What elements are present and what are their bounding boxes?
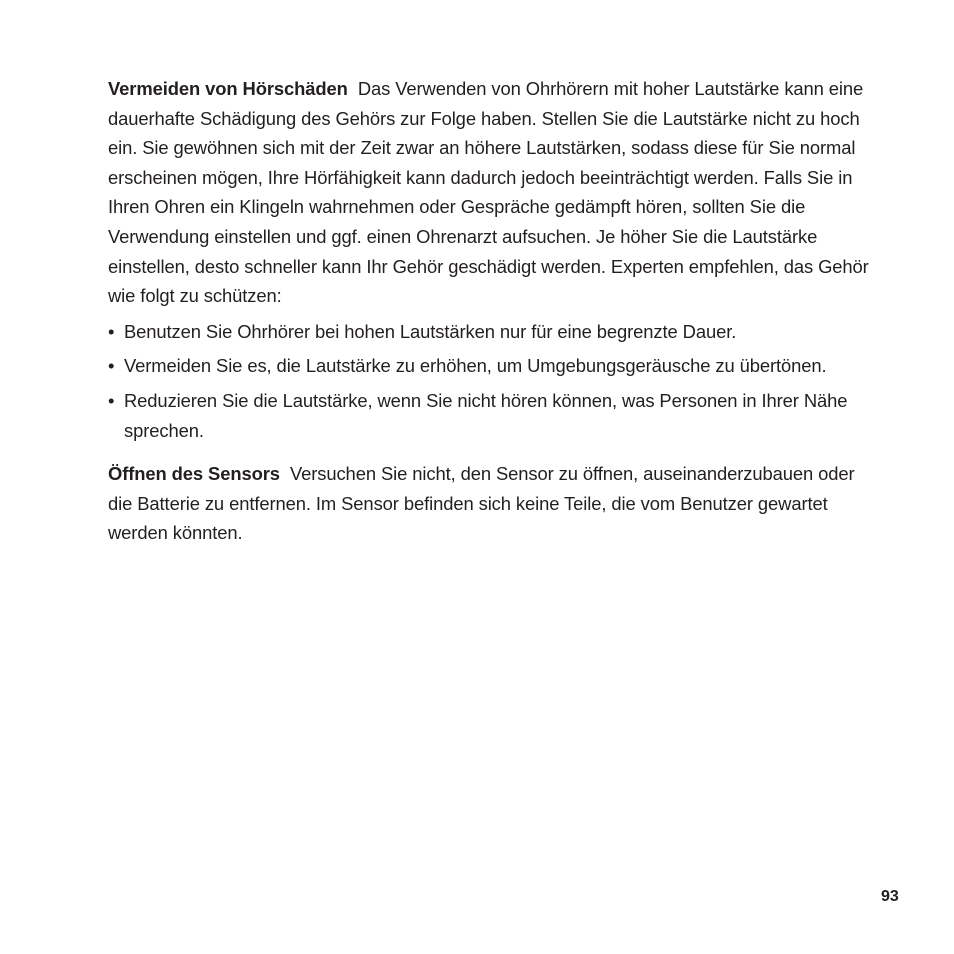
bullet-text: Benutzen Sie Ohrhörer bei hohen Lautstärken nur für eine begrenzte Dauer. xyxy=(124,320,737,342)
bullet-icon: • xyxy=(108,320,115,342)
page-content xyxy=(108,74,878,548)
page-number: 93 xyxy=(881,888,899,905)
list-item xyxy=(108,386,878,445)
bullet-text: Vermeiden Sie es, die Lautstärke zu erhöhen, um Umgebungsgeräusche zu übertönen. xyxy=(124,355,827,377)
heading-hearing-damage: Vermeiden von Hörschäden xyxy=(108,78,348,99)
heading-open-sensor: Öffnen des Sensors xyxy=(108,463,280,485)
bullet-icon: • xyxy=(108,389,115,411)
list-item xyxy=(108,351,878,381)
body-open-sensor: Versuchen Sie nicht, den Sensor zu öffnen, auseinanderzubauen oder die Batterie zu entfernen. Im Sensor befinden sich keine Teile, die vom Benutzer gewartet werden könnten. xyxy=(108,463,855,544)
list-item xyxy=(108,317,878,347)
paragraph-open-sensor xyxy=(108,459,878,548)
bullet-list xyxy=(108,317,878,445)
bullet-text: Reduzieren Sie die Lautstärke, wenn Sie nicht hören können, was Personen in Ihrer Nähe sprechen. xyxy=(124,389,848,441)
body-hearing-damage: Das Verwenden von Ohrhörern mit hoher Lautstärke kann eine dauerhafte Schädigung des Gehörs zur Folge haben. Stellen Sie die Lautstärke nicht zu hoch ein. Sie gewöhnen sich mit der Zeit zwar an höhere Lautstärken, sodass diese für Sie normal erscheinen mögen, Ihre Hörfähigkeit kann dadurch jedoch beeinträchtigt werden. Falls Sie in Ihren Ohren ein Klingeln wahrnehmen oder Gespräche gedämpft hören, sollten Sie die Verwendung einstellen und ggf. einen Ohrenarzt aufsuchen. Je höher Sie die Lautstärke einstellen, desto schneller kann Ihr Gehör geschädigt werden. Experten empfehlen, das Gehör wie folgt zu schützen: xyxy=(108,78,869,307)
bullet-icon: • xyxy=(108,355,115,377)
paragraph-hearing-damage xyxy=(108,74,878,311)
